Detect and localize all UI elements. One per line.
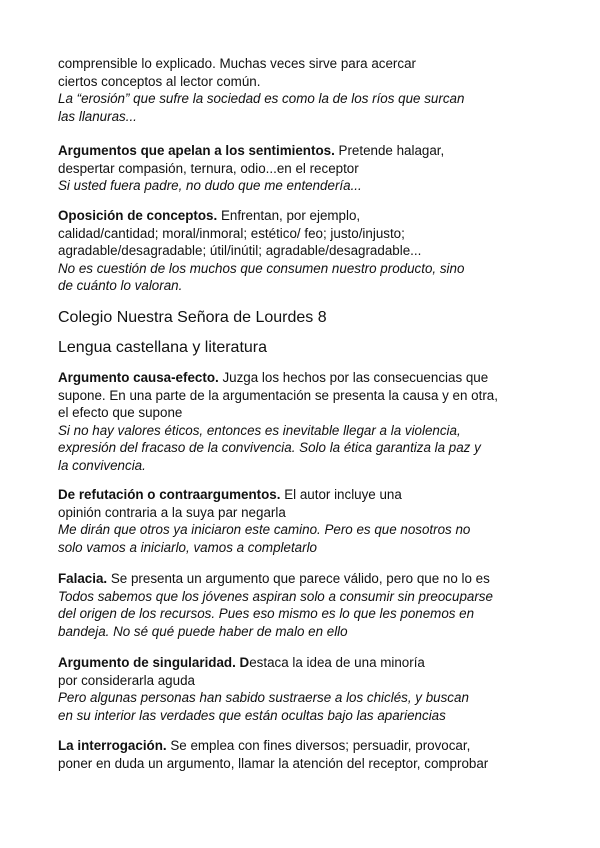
paragraph-sentimientos [58,142,444,195]
text-run: Se emplea con fines diversos; persuadir, provocar, [166,738,471,753]
text-line: supone. En una parte de la argumentación se presenta la causa y en otra, [58,387,498,403]
section-title: Argumentos que apelan a los sentimientos. [58,143,335,158]
example-line: en su interior las verdades que están ocultas bajo las apariencias [58,707,446,723]
section-title: Oposición de conceptos. [58,208,218,223]
example-line: Me dirán que otros ya iniciaron este camino. Pero es que nosotros no [58,522,471,537]
example-line: Todos sabemos que los jóvenes aspiran solo a consumir sin preocuparse [58,588,493,604]
example-line: bandeja. No sé qué puede haber de malo en ello [58,623,348,639]
example-line: solo vamos a iniciarlo, vamos a completarlo [58,539,317,555]
first-line [58,369,498,387]
example-line: Si usted fuera padre, no dudo que me entendería... [58,178,362,193]
paragraph-falacia [58,570,493,640]
paragraph-oposicion [58,207,464,295]
school-header: Colegio Nuestra Señora de Lourdes 8 [58,309,327,326]
text-run: estaca la idea de una minoría [249,655,425,670]
example-line: la convivencia. [58,457,146,473]
paragraph-causa-efecto [58,369,498,474]
paragraph-refutacion [58,486,470,556]
text-line: opinión contraria a la suya par negarla [58,504,286,520]
example-line: del origen de los recursos. Pues eso mismo es lo que les ponemos en [58,606,475,621]
paragraph-interrogacion [58,737,488,772]
paragraph-intro [58,55,464,125]
text-run: El autor incluye una [280,487,402,502]
text-line: ciertos conceptos al lector común. [58,73,261,89]
section-title: La interrogación. [58,738,167,753]
text-line: por considerarla aguda [58,672,195,688]
example-line: de cuánto lo valoran. [58,278,183,293]
text-line: agradable/desagradable; útil/inútil; agradable/desagradable... [58,243,422,258]
text-line: comprensible lo explicado. Muchas veces sirve para acercar [58,56,416,71]
example-line: Pero algunas personas han sabido sustraerse a los chiclés, y buscan [58,690,469,705]
text-line: despertar compasión, ternura, odio...en el receptor [58,160,359,176]
example-line: No es cuestión de los muchos que consumen nuestro producto, sino [58,260,465,276]
example-line: expresión del fracaso de la convivencia. Solo la ética garantiza la paz y [58,440,481,455]
example-line: La “erosión” que sufre la sociedad es como la de los ríos que surcan [58,91,465,106]
first-line [58,570,493,588]
text-run: Enfrentan, por ejemplo, [217,208,361,223]
first-line [58,737,488,755]
text-run: Juzga los hechos por las consecuencias que [218,370,489,385]
section-title: De refutación o contraargumentos. [58,487,281,502]
first-line [58,142,444,160]
text-run: Se presenta un argumento que parece válido, pero que no lo es [107,571,490,586]
text-line: calidad/cantidad; moral/inmoral; estético/ feo; justo/injusto; [58,225,405,241]
first-line [58,207,464,225]
section-title: Falacia. [58,571,108,586]
section-title: Argumento de singularidad. D [58,655,250,670]
example-line: las llanuras... [58,108,137,124]
text-line: poner en duda un argumento, llamar la atención del receptor, comprobar [58,755,489,771]
section-title: Argumento causa-efecto. [58,370,219,385]
example-line: Si no hay valores éticos, entonces es inevitable llegar a la violencia, [58,422,461,438]
subject-header: Lengua castellana y literatura [58,339,268,356]
text-line: el efecto que supone [58,405,183,420]
first-line [58,654,469,672]
paragraph-singularidad [58,654,469,724]
first-line [58,486,470,504]
text-run: Pretende halagar, [334,143,445,158]
